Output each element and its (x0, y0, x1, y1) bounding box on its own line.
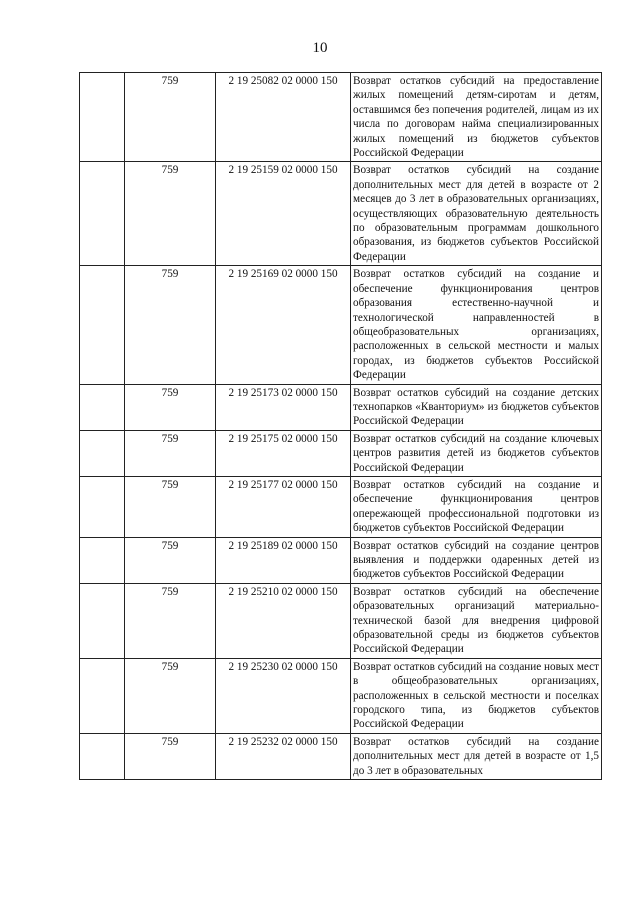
admin-code-cell: 759 (125, 73, 216, 162)
budget-code-cell: 2 19 25210 02 0000 150 (216, 583, 351, 658)
budget-code-cell: 2 19 25177 02 0000 150 (216, 476, 351, 537)
budget-code-cell: 2 19 25159 02 0000 150 (216, 162, 351, 266)
empty-cell (80, 537, 125, 583)
table-row (80, 733, 602, 779)
description-cell: Возврат остатков субсидий на обеспечение образовательных организаций материально-технической базой для внедрения цифровой образовательной среды из бюджетов субъектов Российской Федерации (351, 583, 602, 658)
admin-code-cell: 759 (125, 162, 216, 266)
budget-code-cell: 2 19 25175 02 0000 150 (216, 430, 351, 476)
table-row (80, 430, 602, 476)
budget-code-cell: 2 19 25232 02 0000 150 (216, 733, 351, 779)
description-cell: Возврат остатков субсидий на предоставление жилых помещений детям-сиротам и детям, оставшимся без попечения родителей, лицам из их числа по договорам найма специализированных жилых помещений из бюджетов субъектов Российской Федерации (351, 73, 602, 162)
empty-cell (80, 162, 125, 266)
description-cell: Возврат остатков субсидий на создание центров выявления и поддержки одаренных детей из бюджетов субъектов Российской Федерации (351, 537, 602, 583)
table-row (80, 476, 602, 537)
admin-code-cell: 759 (125, 658, 216, 733)
table-row (80, 162, 602, 266)
admin-code-cell: 759 (125, 384, 216, 430)
budget-code-cell: 2 19 25082 02 0000 150 (216, 73, 351, 162)
admin-code-cell: 759 (125, 733, 216, 779)
admin-code-cell: 759 (125, 476, 216, 537)
description-cell: Возврат остатков субсидий на создание новых мест в общеобразовательных организациях, расположенных в сельской местности и поселках городского типа, из бюджетов субъектов Российской Федерации (351, 658, 602, 733)
admin-code-cell: 759 (125, 430, 216, 476)
table-row (80, 583, 602, 658)
table-row (80, 266, 602, 384)
empty-cell (80, 476, 125, 537)
table-row (80, 537, 602, 583)
empty-cell (80, 658, 125, 733)
page-number: 10 (312, 40, 328, 56)
budget-code-cell: 2 19 25230 02 0000 150 (216, 658, 351, 733)
empty-cell (80, 384, 125, 430)
budget-code-cell: 2 19 25169 02 0000 150 (216, 266, 351, 384)
description-cell: Возврат остатков субсидий на создание детских технопарков «Кванториум» из бюджетов субъектов Российской Федерации (351, 384, 602, 430)
empty-cell (80, 583, 125, 658)
budget-code-cell: 2 19 25173 02 0000 150 (216, 384, 351, 430)
budget-code-cell: 2 19 25189 02 0000 150 (216, 537, 351, 583)
description-cell: Возврат остатков субсидий на создание дополнительных мест для детей в возрасте от 2 месяцев до 3 лет в образовательных организациях, осуществляющих образовательную деятельность по образовательным программам дошкольного образования, из бюджетов субъектов Российской Федерации (351, 162, 602, 266)
admin-code-cell: 759 (125, 537, 216, 583)
table-row (80, 384, 602, 430)
empty-cell (80, 430, 125, 476)
table-row (80, 658, 602, 733)
budget-codes-table (79, 72, 602, 780)
admin-code-cell: 759 (125, 266, 216, 384)
empty-cell (80, 73, 125, 162)
description-cell: Возврат остатков субсидий на создание дополнительных мест для детей в возрасте от 1,5 до 3 лет в образовательных (351, 733, 602, 779)
description-cell: Возврат остатков субсидий на создание ключевых центров развития детей из бюджетов субъектов Российской Федерации (351, 430, 602, 476)
table-row (80, 73, 602, 162)
admin-code-cell: 759 (125, 583, 216, 658)
description-cell: Возврат остатков субсидий на создание и обеспечение функционирования центров образования естественно-научной и технологической направленностей в общеобразовательных организациях, расположенных в сельской местности и малых городах, из бюджетов субъектов Российской Федерации (351, 266, 602, 384)
description-cell: Возврат остатков субсидий на создание и обеспечение функционирования центров опережающей профессиональной подготовки из бюджетов субъектов Российской Федерации (351, 476, 602, 537)
empty-cell (80, 266, 125, 384)
empty-cell (80, 733, 125, 779)
